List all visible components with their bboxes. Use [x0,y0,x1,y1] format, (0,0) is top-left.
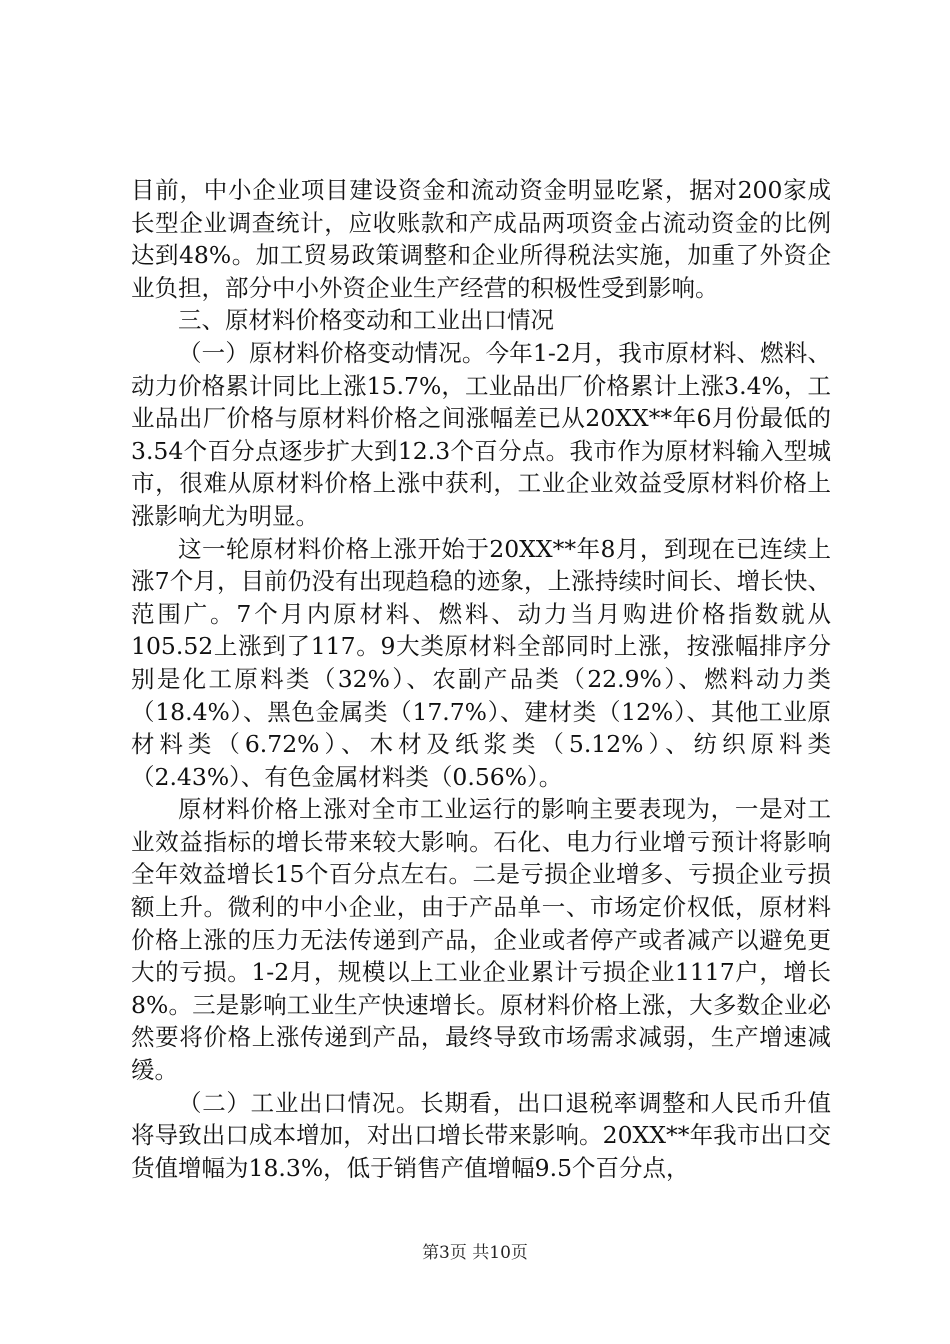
paragraph-funding-pressure: 目前，中小企业项目建设资金和流动资金明显吃紧，据对200家成长型企业调查统计，应收账款和产成品两项资金占流动资金的比例达到48%。加工贸易政策调整和企业所得税法实施，加重了外资企业负担，部分中小外资企业生产经营的积极性受到影响。 [131,176,831,302]
document-body [131,174,831,1184]
page-number-footer: 第3页 共10页 [422,1243,528,1263]
paragraph-price-rise-details: 这一轮原材料价格上涨开始于20XX**年8月，到现在已连续上涨7个月，目前仍没有出现趋稳的迹象，上涨持续时间长、增长快、范围广。7个月内原材料、燃料、动力当月购进价格指数就从105.52上涨到了117。9大类原材料全部同时上涨，按涨幅排序分别是化工原料类（32%）、农副产品类（22.9%）、燃料动力类（18.4%）、黑色金属类（17.7%）、建材类（12%）、其他工业原材料类（6.72%）、木材及纸浆类（5.12%）、纺织原料类（2.43%）、有色金属材料类（0.56%）。 [131,534,831,791]
paragraph-price-rise-impact: 原材料价格上涨对全市工业运行的影响主要表现为，一是对工业效益指标的增长带来较大影响。石化、电力行业增亏预计将影响全年效益增长15个百分点左右。二是亏损企业增多、亏损企业亏损额上升。微利的中小企业，由于产品单一、市场定价权低，原材料价格上涨的压力无法传递到产品，企业或者停产或者减产以避免更大的亏损。1-2月，规模以上工业企业累计亏损企业1117户，增长8%。三是影响工业生产快速增长。原材料价格上涨，大多数企业必然要将价格上涨传递到产品，最终导致市场需求减弱，生产增速减缓。 [131,795,831,1085]
paragraph-raw-material-price-change: （一）原材料价格变动情况。今年1-2月，我市原材料、燃料、动力价格累计同比上涨15.7%，工业品出厂价格累计上涨3.4%，工业品出厂价格与原材料价格之间涨幅差已从20XX**年6月份最低的3.54个百分点逐步扩大到12.3个百分点。我市作为原材料输入型城市，很难从原材料价格上涨中获利，工业企业效益受原材料价格上涨影响尤为明显。 [131,338,831,530]
paragraph-industrial-export: （二）工业出口情况。长期看，出口退税率调整和人民币升值将导致出口成本增加，对出口增长带来影响。20XX**年我市出口交货值增幅为18.3%，低于销售产值增幅9.5个百分点， [131,1088,831,1182]
section-heading-raw-materials-export: 三、原材料价格变动和工业出口情况 [178,306,554,335]
